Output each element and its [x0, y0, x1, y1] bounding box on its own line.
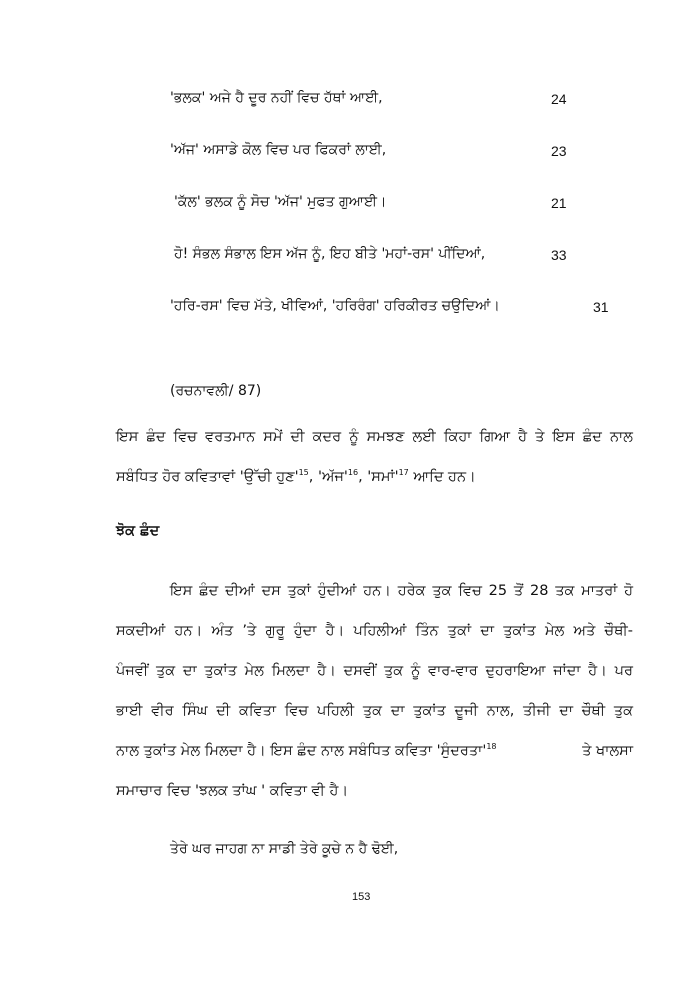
verse-line-4: ਹੋ! ਸੰਭਲ ਸੰਭਾਲ ਇਸ ਅੱਜ ਨੂੰ, ਇਹ ਬੀਤੇ 'ਮਹਾਂ-ਰਸ' ਪੀਂਦਿਆਂ, — [174, 246, 486, 262]
verse-count-4: 33 — [551, 247, 567, 263]
paragraph-1-text-a: ਸਬੰਧਿਤ ਹੋਰ ਕਵਿਤਾਵਾਂ 'ਉੱਚੀ ਹੁਣ' — [116, 469, 299, 485]
footnote-ref-17[interactable]: 17 — [398, 468, 409, 478]
verse-count-1: 24 — [551, 91, 567, 107]
verse-line-next: ਤੇਰੇ ਘਰ ਜਾਹਗ ਨਾ ਸਾਡੀ ਤੇਰੇ ਕੂਚੇ ਨ ਹੈ ਢੋਈ, — [170, 841, 399, 857]
paragraph-2-line-5-text — [116, 743, 497, 759]
paragraph-1-text-c: , 'ਸਮਾਂ' — [358, 469, 399, 485]
paragraph-2-line-5 — [116, 743, 633, 759]
paragraph-2-line-1: ਇਸ ਛੰਦ ਦੀਆਂ ਦਸ ਤੁਕਾਂ ਹੁੰਦੀਆਂ ਹਨ। ਹਰੇਕ ਤੁਕ ਵਿਚ 25 ਤੋਂ 28 ਤਕ ਮਾਤਰਾਂ ਹੋ — [170, 583, 633, 599]
paragraph-2-text-a: ਨਾਲ ਤੁਕਾਂਤ ਮੇਲ ਮਿਲਦਾ ਹੈ। ਇਸ ਛੰਦ ਨਾਲ ਸਬੰਧਿਤ ਕਵਿਤਾ 'ਸੁੰਦਰਤਾ' — [116, 743, 487, 759]
footnote-ref-16[interactable]: 16 — [347, 468, 359, 478]
paragraph-1-text-b: , 'ਅੱਜ' — [308, 469, 348, 485]
verse-line-2: 'ਅੱਜ' ਅਸਾਡੇ ਕੋਲ ਵਿਚ ਪਰ ਫਿਕਰਾਂ ਲਾਈ, — [170, 142, 387, 158]
footnote-ref-18[interactable]: 18 — [486, 742, 497, 752]
verse-count-5: 31 — [593, 299, 609, 315]
paragraph-2-line-4: ਭਾਈ ਵੀਰ ਸਿੰਘ ਦੀ ਕਵਿਤਾ ਵਿਚ ਪਹਿਲੀ ਤੁਕ ਦਾ ਤੁਕਾਂਤ ਦੂਜੀ ਨਾਲ, ਤੀਜੀ ਦਾ ਚੌਥੀ ਤੁਕ — [116, 703, 633, 719]
paragraph-2-line-6: ਸਮਾਚਾਰ ਵਿਚ 'ਝਲਕ ਤਾਂਘ ' ਕਵਿਤਾ ਵੀ ਹੈ। — [116, 783, 349, 799]
footnote-ref-15[interactable]: 15 — [298, 468, 309, 478]
paragraph-1-line-2 — [116, 469, 476, 485]
paragraph-1-text-d: ਆਦਿ ਹਨ। — [408, 469, 476, 485]
paragraph-2-line-2: ਸਕਦੀਆਂ ਹਨ। ਅੰਤ ’ਤੇ ਗੁਰੂ ਹੁੰਦਾ ਹੈ। ਪਹਿਲੀਆਂ ਤਿੰਨ ਤੁਕਾਂ ਦਾ ਤੁਕਾਂਤ ਮੇਲ ਅਤੇ ਚੌਥੀ- — [116, 623, 633, 639]
paragraph-2-line-3: ਪੰਜਵੀਂ ਤੁਕ ਦਾ ਤੁਕਾਂਤ ਮੇਲ ਮਿਲਦਾ ਹੈ। ਦਸਵੀਂ ਤੁਕ ਨੂੰ ਵਾਰ-ਵਾਰ ਦੁਹਰਾਇਆ ਜਾਂਦਾ ਹੈ। ਪਰ — [116, 663, 633, 679]
page-number: 153 — [352, 891, 371, 903]
verse-line-5: 'ਹਰਿ-ਰਸ' ਵਿਚ ਮੱਤੇ, ਖੀਵਿਆਂ, 'ਹਰਿਰੰਗ' ਹਰਿਕੀਰਤ ਚਉਦਿਆਂ। — [170, 298, 500, 314]
paragraph-1-line-1: ਇਸ ਛੰਦ ਵਿਚ ਵਰਤਮਾਨ ਸਮੇਂ ਦੀ ਕਦਰ ਨੂੰ ਸਮਝਣ ਲਈ ਕਿਹਾ ਗਿਆ ਹੈ ਤੇ ਇਸ ਛੰਦ ਨਾਲ — [116, 429, 633, 445]
verse-count-2: 23 — [551, 143, 567, 159]
verse-line-1: 'ਭਲਕ' ਅਜੇ ਹੈ ਦੂਰ ਨਹੀਂ ਵਿਚ ਹੱਥਾਂ ਆਈ, — [170, 90, 383, 106]
verse-line-3: 'ਕੱਲ' ਭਲਕ ਨੂੰ ਸੋਚ 'ਅੱਜ' ਮੁਫਤ ਗੁਆਈ। — [174, 194, 387, 210]
section-heading: ਝੋਕ ਛੰਦ — [116, 523, 160, 539]
paragraph-2-text-b: ਤੇ ਖਾਲਸਾ — [582, 743, 633, 759]
citation: (ਰਚਨਾਵਲੀ/ 87) — [170, 383, 262, 399]
verse-count-3: 21 — [551, 195, 567, 211]
